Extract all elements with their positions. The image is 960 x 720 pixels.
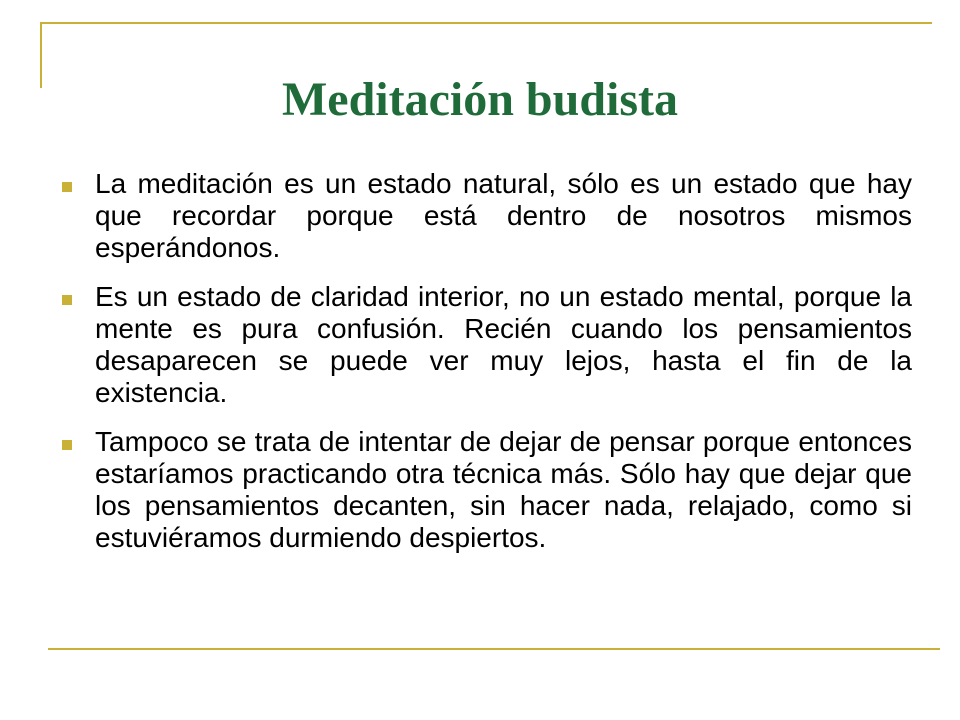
top-divider xyxy=(40,22,932,24)
slide-title: Meditación budista xyxy=(281,73,679,127)
bullet-item xyxy=(62,426,912,554)
bullet-text: Tampoco se trata de intentar de dejar de pensar porque entonces estaríamos practicando otra técnica más. Sólo hay que dejar que los pensamientos decanten, sin hacer nada, relajado, como si estuviéramos durmiendo despiertos. xyxy=(95,426,912,553)
bottom-divider xyxy=(48,648,940,650)
bullet-text: Es un estado de claridad interior, no un estado mental, porque la mente es pura confusión. Recién cuando los pensamientos desaparecen se puede ver muy lejos, hasta el fin de la existencia. xyxy=(95,281,912,408)
bullet-item xyxy=(62,168,912,264)
square-bullet-icon xyxy=(62,440,72,450)
square-bullet-icon xyxy=(62,295,72,305)
bullet-text: La meditación es un estado natural, sólo es un estado que hay que recordar porque está dentro de nosotros mismos esperándonos. xyxy=(95,168,912,263)
square-bullet-icon xyxy=(62,182,72,192)
bullet-item xyxy=(62,281,912,409)
bullet-list xyxy=(62,168,912,571)
